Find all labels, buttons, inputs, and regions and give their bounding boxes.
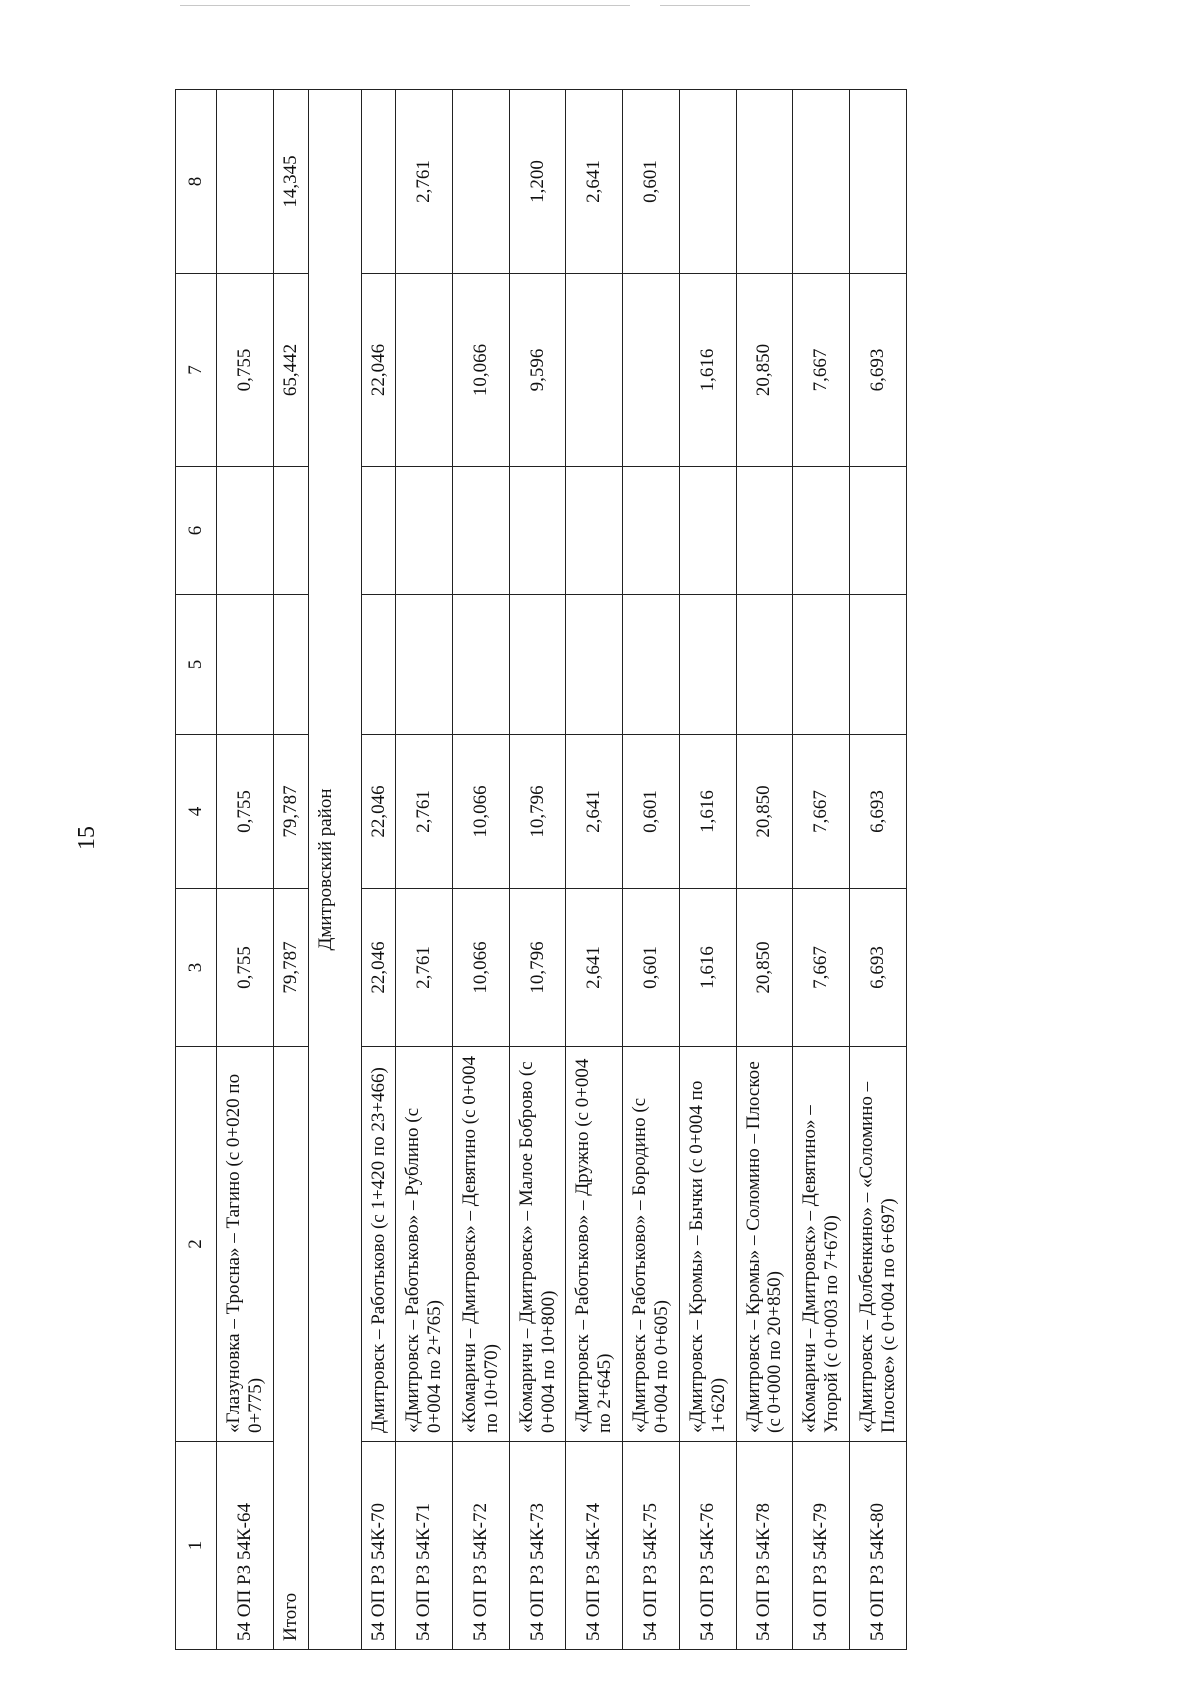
road-name: «Комаричи – Дмитровск» – Девятино» – Упорой (с 0+003 по 7+670) bbox=[793, 1047, 850, 1442]
value-col-6 bbox=[566, 467, 623, 595]
value-col-4: 10,066 bbox=[453, 735, 510, 889]
value-col-4: 20,850 bbox=[736, 735, 793, 889]
value-col-8: 1,200 bbox=[509, 90, 566, 274]
road-code: 54 ОП РЗ 54К-71 bbox=[396, 1442, 453, 1650]
total-col-8: 14,345 bbox=[273, 90, 308, 274]
value-col-7 bbox=[623, 274, 680, 467]
value-col-4: 22,046 bbox=[361, 735, 396, 889]
header-col-8: 8 bbox=[176, 90, 217, 274]
value-col-4: 0,755 bbox=[217, 735, 274, 889]
road-name: «Глазуновка – Тросна» – Тагино (с 0+020 по 0+775) bbox=[217, 1047, 274, 1442]
total-col-6 bbox=[273, 467, 308, 595]
value-col-6 bbox=[679, 467, 736, 595]
table-row bbox=[217, 90, 274, 1650]
table-row bbox=[793, 90, 850, 1650]
value-col-8 bbox=[679, 90, 736, 274]
total-col-5 bbox=[273, 595, 308, 735]
header-col-1: 1 bbox=[176, 1442, 217, 1650]
value-col-3: 10,066 bbox=[453, 889, 510, 1047]
road-code: 54 ОП РЗ 54К-75 bbox=[623, 1442, 680, 1650]
value-col-6 bbox=[509, 467, 566, 595]
total-col-4: 79,787 bbox=[273, 735, 308, 889]
road-code: 54 ОП РЗ 54К-76 bbox=[679, 1442, 736, 1650]
value-col-3: 7,667 bbox=[793, 889, 850, 1047]
value-col-3: 22,046 bbox=[361, 889, 396, 1047]
road-code: 54 ОП РЗ 54К-72 bbox=[453, 1442, 510, 1650]
value-col-8 bbox=[217, 90, 274, 274]
table-row bbox=[453, 90, 510, 1650]
value-col-6 bbox=[736, 467, 793, 595]
value-col-8: 2,641 bbox=[566, 90, 623, 274]
header-col-2: 2 bbox=[176, 1047, 217, 1442]
table-row bbox=[396, 90, 453, 1650]
value-col-7: 9,596 bbox=[509, 274, 566, 467]
value-col-3: 0,755 bbox=[217, 889, 274, 1047]
road-name: «Дмитровск – Работьково» – Дружно (с 0+004 по 2+645) bbox=[566, 1047, 623, 1442]
header-col-4: 4 bbox=[176, 735, 217, 889]
value-col-8 bbox=[849, 90, 906, 274]
table-row bbox=[566, 90, 623, 1650]
road-name: «Дмитровск – Работьково» – Бородино (с 0+004 по 0+605) bbox=[623, 1047, 680, 1442]
value-col-5 bbox=[509, 595, 566, 735]
table-row bbox=[679, 90, 736, 1650]
total-label: Итого bbox=[273, 1047, 308, 1650]
data-rows bbox=[361, 90, 906, 1650]
total-col-3: 79,787 bbox=[273, 889, 308, 1047]
value-col-4: 10,796 bbox=[509, 735, 566, 889]
value-col-8 bbox=[793, 90, 850, 274]
value-col-8: 2,761 bbox=[396, 90, 453, 274]
value-col-7: 1,616 bbox=[679, 274, 736, 467]
value-col-3: 2,641 bbox=[566, 889, 623, 1047]
value-col-8 bbox=[361, 90, 396, 274]
road-name: «Дмитровск – Кромы» – Бычки (с 0+004 по 1+620) bbox=[679, 1047, 736, 1442]
value-col-6 bbox=[361, 467, 396, 595]
value-col-6 bbox=[623, 467, 680, 595]
value-col-8 bbox=[736, 90, 793, 274]
rotated-table-container bbox=[175, 90, 1090, 1650]
road-name: «Дмитровск – Работьково» – Рублино (с 0+004 по 2+765) bbox=[396, 1047, 453, 1442]
total-col-7: 65,442 bbox=[273, 274, 308, 467]
header-col-5: 5 bbox=[176, 595, 217, 735]
value-col-8: 0,601 bbox=[623, 90, 680, 274]
scan-top-line bbox=[180, 5, 630, 6]
value-col-5 bbox=[396, 595, 453, 735]
value-col-3: 20,850 bbox=[736, 889, 793, 1047]
section-title: Дмитровский район bbox=[308, 90, 361, 1650]
value-col-3: 2,761 bbox=[396, 889, 453, 1047]
road-code: 54 ОП РЗ 54К-79 bbox=[793, 1442, 850, 1650]
value-col-4: 2,761 bbox=[396, 735, 453, 889]
value-col-5 bbox=[453, 595, 510, 735]
road-name: Дмитровск – Работьково (с 1+420 по 23+466) bbox=[361, 1047, 396, 1442]
road-code: 54 ОП РЗ 54К-73 bbox=[509, 1442, 566, 1650]
value-col-6 bbox=[849, 467, 906, 595]
value-col-3: 6,693 bbox=[849, 889, 906, 1047]
road-code: 54 ОП РЗ 54К-80 bbox=[849, 1442, 906, 1650]
value-col-3: 10,796 bbox=[509, 889, 566, 1047]
roads-table bbox=[175, 89, 907, 1650]
header-col-7: 7 bbox=[176, 274, 217, 467]
value-col-6 bbox=[396, 467, 453, 595]
header-col-6: 6 bbox=[176, 467, 217, 595]
section-row bbox=[308, 90, 361, 1650]
road-code: 54 ОП РЗ 54К-74 bbox=[566, 1442, 623, 1650]
value-col-5 bbox=[849, 595, 906, 735]
value-col-7: 7,667 bbox=[793, 274, 850, 467]
value-col-7: 10,066 bbox=[453, 274, 510, 467]
header-col-3: 3 bbox=[176, 889, 217, 1047]
value-col-4: 6,693 bbox=[849, 735, 906, 889]
value-col-4: 2,641 bbox=[566, 735, 623, 889]
road-name: «Дмитровск – Кромы» – Соломино – Плоское (с 0+000 по 20+850) bbox=[736, 1047, 793, 1442]
road-code: 54 ОП РЗ 54К-70 bbox=[361, 1442, 396, 1650]
header-row bbox=[176, 90, 217, 1650]
value-col-4: 1,616 bbox=[679, 735, 736, 889]
value-col-3: 1,616 bbox=[679, 889, 736, 1047]
value-col-5 bbox=[736, 595, 793, 735]
value-col-5 bbox=[623, 595, 680, 735]
table-row bbox=[509, 90, 566, 1650]
value-col-7 bbox=[566, 274, 623, 467]
value-col-8 bbox=[453, 90, 510, 274]
road-name: «Комаричи – Дмитровск» – Малое Боброво (с 0+004 по 10+800) bbox=[509, 1047, 566, 1442]
value-col-5 bbox=[679, 595, 736, 735]
value-col-5 bbox=[793, 595, 850, 735]
value-col-4: 0,601 bbox=[623, 735, 680, 889]
value-col-7: 22,046 bbox=[361, 274, 396, 467]
scan-top-line-short bbox=[660, 5, 750, 6]
page-number: 15 bbox=[74, 826, 100, 850]
road-name: «Комаричи – Дмитровск» – Девятино (с 0+004 по 10+070) bbox=[453, 1047, 510, 1442]
road-code: 54 ОП РЗ 54К-78 bbox=[736, 1442, 793, 1650]
value-col-4: 7,667 bbox=[793, 735, 850, 889]
value-col-5 bbox=[361, 595, 396, 735]
value-col-5 bbox=[217, 595, 274, 735]
value-col-7 bbox=[396, 274, 453, 467]
value-col-6 bbox=[453, 467, 510, 595]
table-row bbox=[736, 90, 793, 1650]
value-col-6 bbox=[793, 467, 850, 595]
table-row bbox=[361, 90, 396, 1650]
table-row bbox=[623, 90, 680, 1650]
table-row bbox=[849, 90, 906, 1650]
total-row bbox=[273, 90, 308, 1650]
road-code: 54 ОП РЗ 54К-64 bbox=[217, 1442, 274, 1650]
value-col-7: 20,850 bbox=[736, 274, 793, 467]
value-col-7: 0,755 bbox=[217, 274, 274, 467]
road-name: «Дмитровск – Долбенкино» – «Соломино – Плоское» (с 0+004 по 6+697) bbox=[849, 1047, 906, 1442]
value-col-6 bbox=[217, 467, 274, 595]
value-col-7: 6,693 bbox=[849, 274, 906, 467]
value-col-3: 0,601 bbox=[623, 889, 680, 1047]
value-col-5 bbox=[566, 595, 623, 735]
